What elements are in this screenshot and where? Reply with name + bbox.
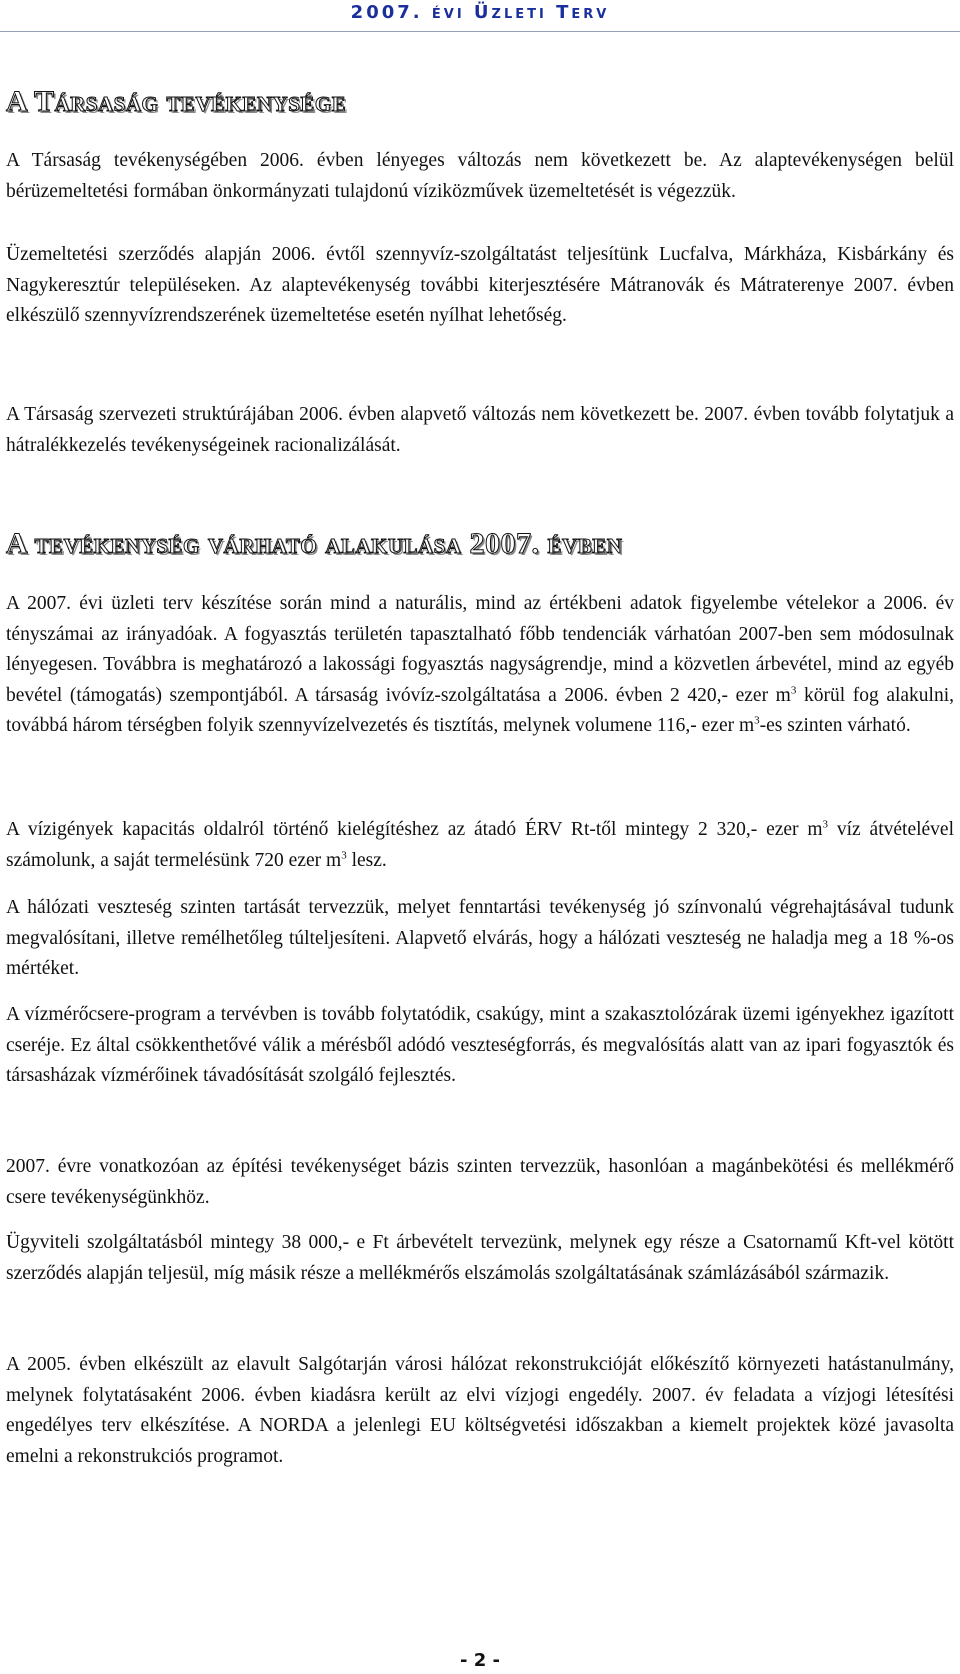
paragraph-text: lesz. bbox=[346, 849, 387, 871]
section-heading-activity: A Társaság tevékenysége bbox=[6, 85, 347, 118]
running-header bbox=[0, 2, 960, 30]
paragraph-text: A 2007. évi üzleti terv készítése során mind a naturális, mind az értékbeni adatok figyelembe vételekor a 2006. év tényszámai az irányadóak. A fogyasztás területén tapasztalható főbb tendenciák várhatóan 2007-ben sem módosulnak lényegesen. Továbbra is meghatározó a lakossági fogyasztás nagyságrendje, mind a közvetlen árbevétel, mind az egyéb bevétel (támogatás) szempontjából. A társaság ivóvíz-szolgáltatása a 2006. évben 2 420,- ezer m bbox=[6, 593, 954, 706]
superscript: 3 bbox=[754, 714, 760, 727]
paragraph: A 2005. évben elkészült az elavult Salgótarján városi hálózat rekonstrukcióját előkészítő környezeti hatástanulmány, melynek folytatásaként 2006. évben kiadásra került az elvi vízjogi engedély. 2007. év feladata a vízjogi létesítési engedélyes terv elkészítése. A NORDA a jelenlegi EU költségvetési időszakban a kiemelt projektek közé javasolta emelni a rekonstrukciós programot. bbox=[6, 1354, 954, 1467]
paragraph: Üzemeltetési szerződés alapján 2006. évtől szennyvíz-szolgáltatást teljesítünk Lucfalva, Márkháza, Kisbárkány és Nagykeresztúr településeken. Az alaptevékenység további kiterjesztésére Mátranovák és Mátraterenye 2007. évben elkészülő szennyvízrendszerének üzemeltetése esetén nyílhat lehetőség. bbox=[6, 244, 954, 326]
paragraph: Ügyviteli szolgáltatásból mintegy 38 000,- e Ft árbevételt tervezünk, melynek egy része a Csatornamű Kft-vel kötött szerződés alapján teljesül, míg másik része a mellékmérős elszámolás szolgáltatásának számlázásából származik. bbox=[6, 1232, 954, 1284]
paragraph: A vízmérőcsere-program a tervévben is tovább folytatódik, csakúgy, mint a szakasztolózárak üzemi igényekhez igazított cseréje. Ez által csökkenthetővé válik a mérésből adódó veszteségforrás, és megvalósítás alatt van az ipari fogyasztók és társasházak vízmérőinek távadósítását szolgáló fejlesztés. bbox=[6, 1004, 954, 1086]
superscript: 3 bbox=[822, 818, 829, 831]
header-rule bbox=[0, 31, 960, 32]
paragraph-text: körül fog alakulni, továbbá három térségben folyik szennyvízelvezetés és tisztítás, melynek volumene 116,- ezer m bbox=[6, 684, 955, 736]
section-heading-outlook: A tevékenység várható alakulása 2007. évben bbox=[6, 527, 623, 560]
paragraph: A hálózati veszteség szinten tartását tervezzük, melyet fenntartási tevékenység jó színvonalú végrehajtásával tudunk megvalósítani, illetve remélhetőleg túlteljesíteni. Alapvető elvárás, hogy a hálózati veszteség ne haladja meg a 18 %-os mértéket. bbox=[6, 897, 954, 979]
paragraph bbox=[6, 815, 954, 876]
page-number: - 2 - bbox=[460, 1650, 500, 1671]
paragraph: A Társaság tevékenységében 2006. évben lényeges változás nem következett be. Az alaptevékenységen belül bérüzemeltetési formában önkormányzati tulajdonú víziközművek üzemeltetését is végezzük. bbox=[6, 150, 954, 202]
paragraph-text: A vízigények kapacitás oldalról történő kielégítéshez az átadó ÉRV Rt-től mintegy 2 320,- ezer m bbox=[6, 819, 823, 840]
paragraph: A Társaság szervezeti struktúrájában 2006. évben alapvető változás nem következett be. 2007. évben tovább folytatjuk a hátralékkezelés tevékenységeinek racionalizálását. bbox=[6, 404, 954, 456]
paragraph bbox=[6, 589, 954, 742]
paragraph-text: -es szinten várható. bbox=[759, 715, 911, 736]
paragraph-text: víz átvételével számolunk, a saját termelésünk 720 ezer m bbox=[6, 819, 954, 871]
superscript: 3 bbox=[341, 849, 347, 861]
running-header-title: 2007. évi Üzleti Terv bbox=[350, 2, 610, 23]
paragraph: 2007. évre vonatkozóan az építési tevékenységet bázis szinten tervezzük, hasonlóan a magánbekötési és mellékmérő csere tevékenységünkhöz. bbox=[6, 1156, 954, 1208]
superscript: 3 bbox=[790, 684, 797, 696]
